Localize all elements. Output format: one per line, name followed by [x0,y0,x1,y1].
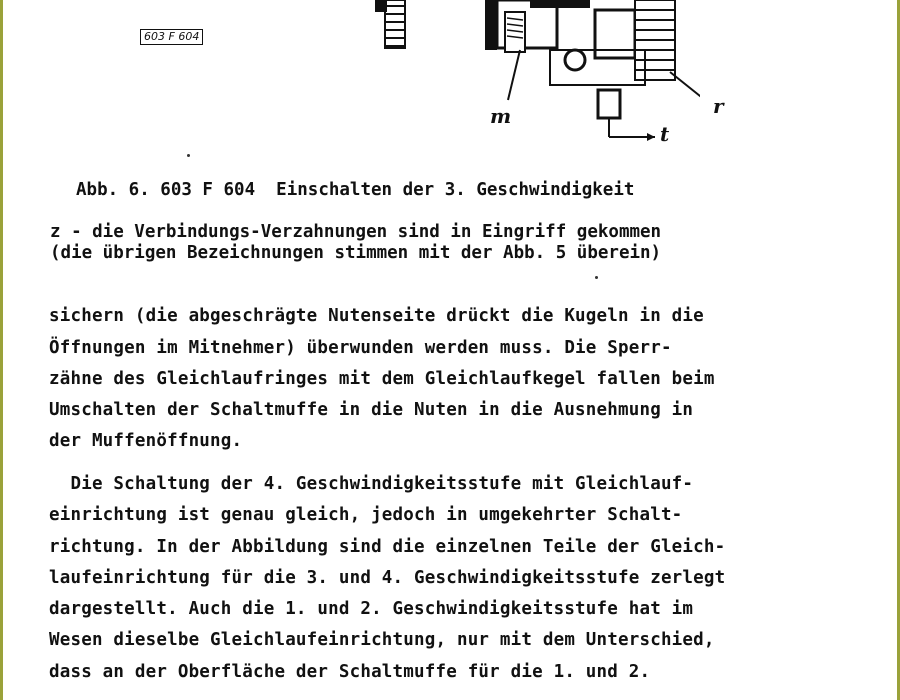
figure-label-t: t [660,122,670,146]
subcaption-line: z - die Verbindungs-Verzahnungen sind in Eingriff gekommen [50,222,662,242]
gear-synchronizer-drawing [370,0,700,160]
text-line: dass an der Oberfläche der Schaltmuffe für die 1. und 2. [49,662,651,682]
text-line: einrichtung ist genau gleich, jedoch in umgekehrter Schalt- [49,505,683,525]
text-line: Die Schaltung der 4. Geschwindigkeitsstufe mit Gleichlauf- [49,474,694,494]
text-line: sichern (die abgeschrägte Nutenseite drückt die Kugeln in die [49,306,704,326]
text-line: zähne des Gleichlaufringes mit dem Gleichlaufkegel fallen beim [49,369,715,389]
text-line: der Muffenöffnung. [49,431,243,451]
text-line: laufeinrichtung für die 3. und 4. Geschwindigkeitsstufe zerlegt [49,568,726,588]
text-line: dargestellt. Auch die 1. und 2. Geschwindigkeitsstufe hat im [49,599,694,619]
subcaption-line: (die übrigen Bezeichnungen stimmen mit der Abb. 5 überein) [50,243,662,263]
text-line: Umschalten der Schaltmuffe in die Nuten in die Ausnehmung in [49,400,694,420]
figure-label-m: m [490,104,512,128]
figure-id-label: 603 F 604 [140,29,203,45]
scan-speck [187,154,190,157]
scan-speck [595,276,598,279]
figure-caption: Abb. 6. 603 F 604 Einschalten der 3. Geschwindigkeit [76,180,635,200]
page-border-left [0,0,3,700]
figure-label-r: r [713,94,724,118]
text-line: richtung. In der Abbildung sind die einzelnen Teile der Gleich- [49,537,726,557]
text-line: Wesen dieselbe Gleichlaufeinrichtung, nur mit dem Unterschied, [49,630,715,650]
text-line: Öffnungen im Mitnehmer) überwunden werden muss. Die Sperr- [49,338,672,358]
